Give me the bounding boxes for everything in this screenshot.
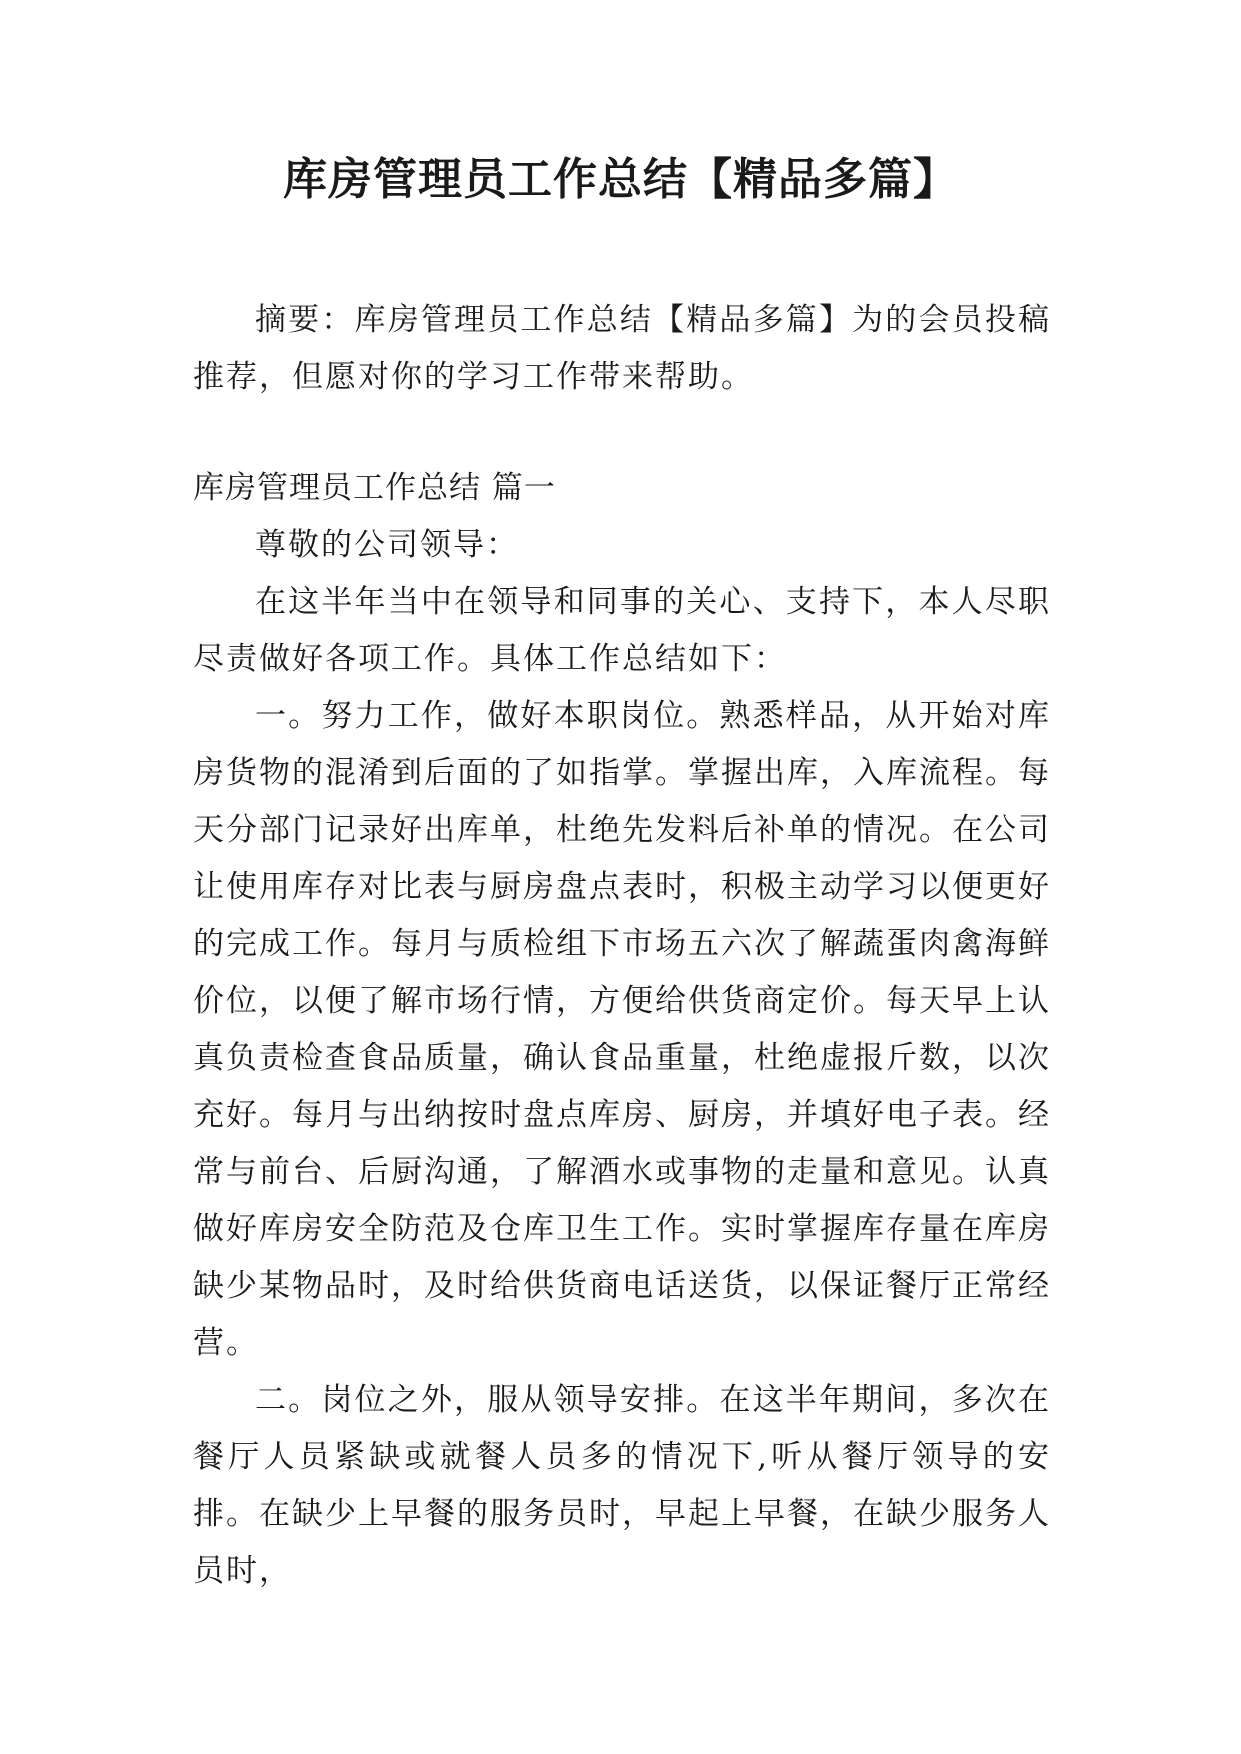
- body-paragraph-one: 一。努力工作，做好本职岗位。熟悉样品，从开始对库房货物的混淆到后面的了如指掌。掌握出库，入库流程。每天分部门记录好出库单，杜绝先发料后补单的情况。在公司让使用库存对比表与厨房盘点表时，积极主动学习以便更好的完成工作。每月与质检组下市场五六次了解蔬蛋肉禽海鲜价位，以便了解市场行情，方便给供货商定价。每天早上认真负责检查食品质量，确认食品重量，杜绝虚报斤数，以次充好。每月与出纳按时盘点库房、厨房，并填好电子表。经常与前台、后厨沟通，了解酒水或事物的走量和意见。认真做好库房安全防范及仓库卫生工作。实时掌握库存量在库房缺少某物品时，及时给供货商电话送货，以保证餐厅正常经营。: [193, 698, 1051, 1361]
- document-body: [193, 292, 1051, 1600]
- document-title: 库房管理员工作总结【精品多篇】: [283, 154, 958, 205]
- greeting-line: 尊敬的公司领导：: [255, 527, 519, 563]
- body-paragraph-intro: 在这半年当中在领导和同事的关心、支持下，本人尽职尽责做好各项工作。具体工作总结如下：: [193, 584, 1051, 677]
- abstract-paragraph: 摘要：库房管理员工作总结【精品多篇】为的会员投稿推荐，但愿对你的学习工作带来帮助。: [193, 302, 1051, 395]
- body-paragraph-two: 二。岗位之外，服从领导安排。在这半年期间，多次在餐厅人员紧缺或就餐人员多的情况下,听从餐厅领导的安排。在缺少上早餐的服务员时，早起上早餐，在缺少服务人员时，: [193, 1382, 1051, 1589]
- section-heading: 库房管理员工作总结 篇一: [193, 470, 556, 506]
